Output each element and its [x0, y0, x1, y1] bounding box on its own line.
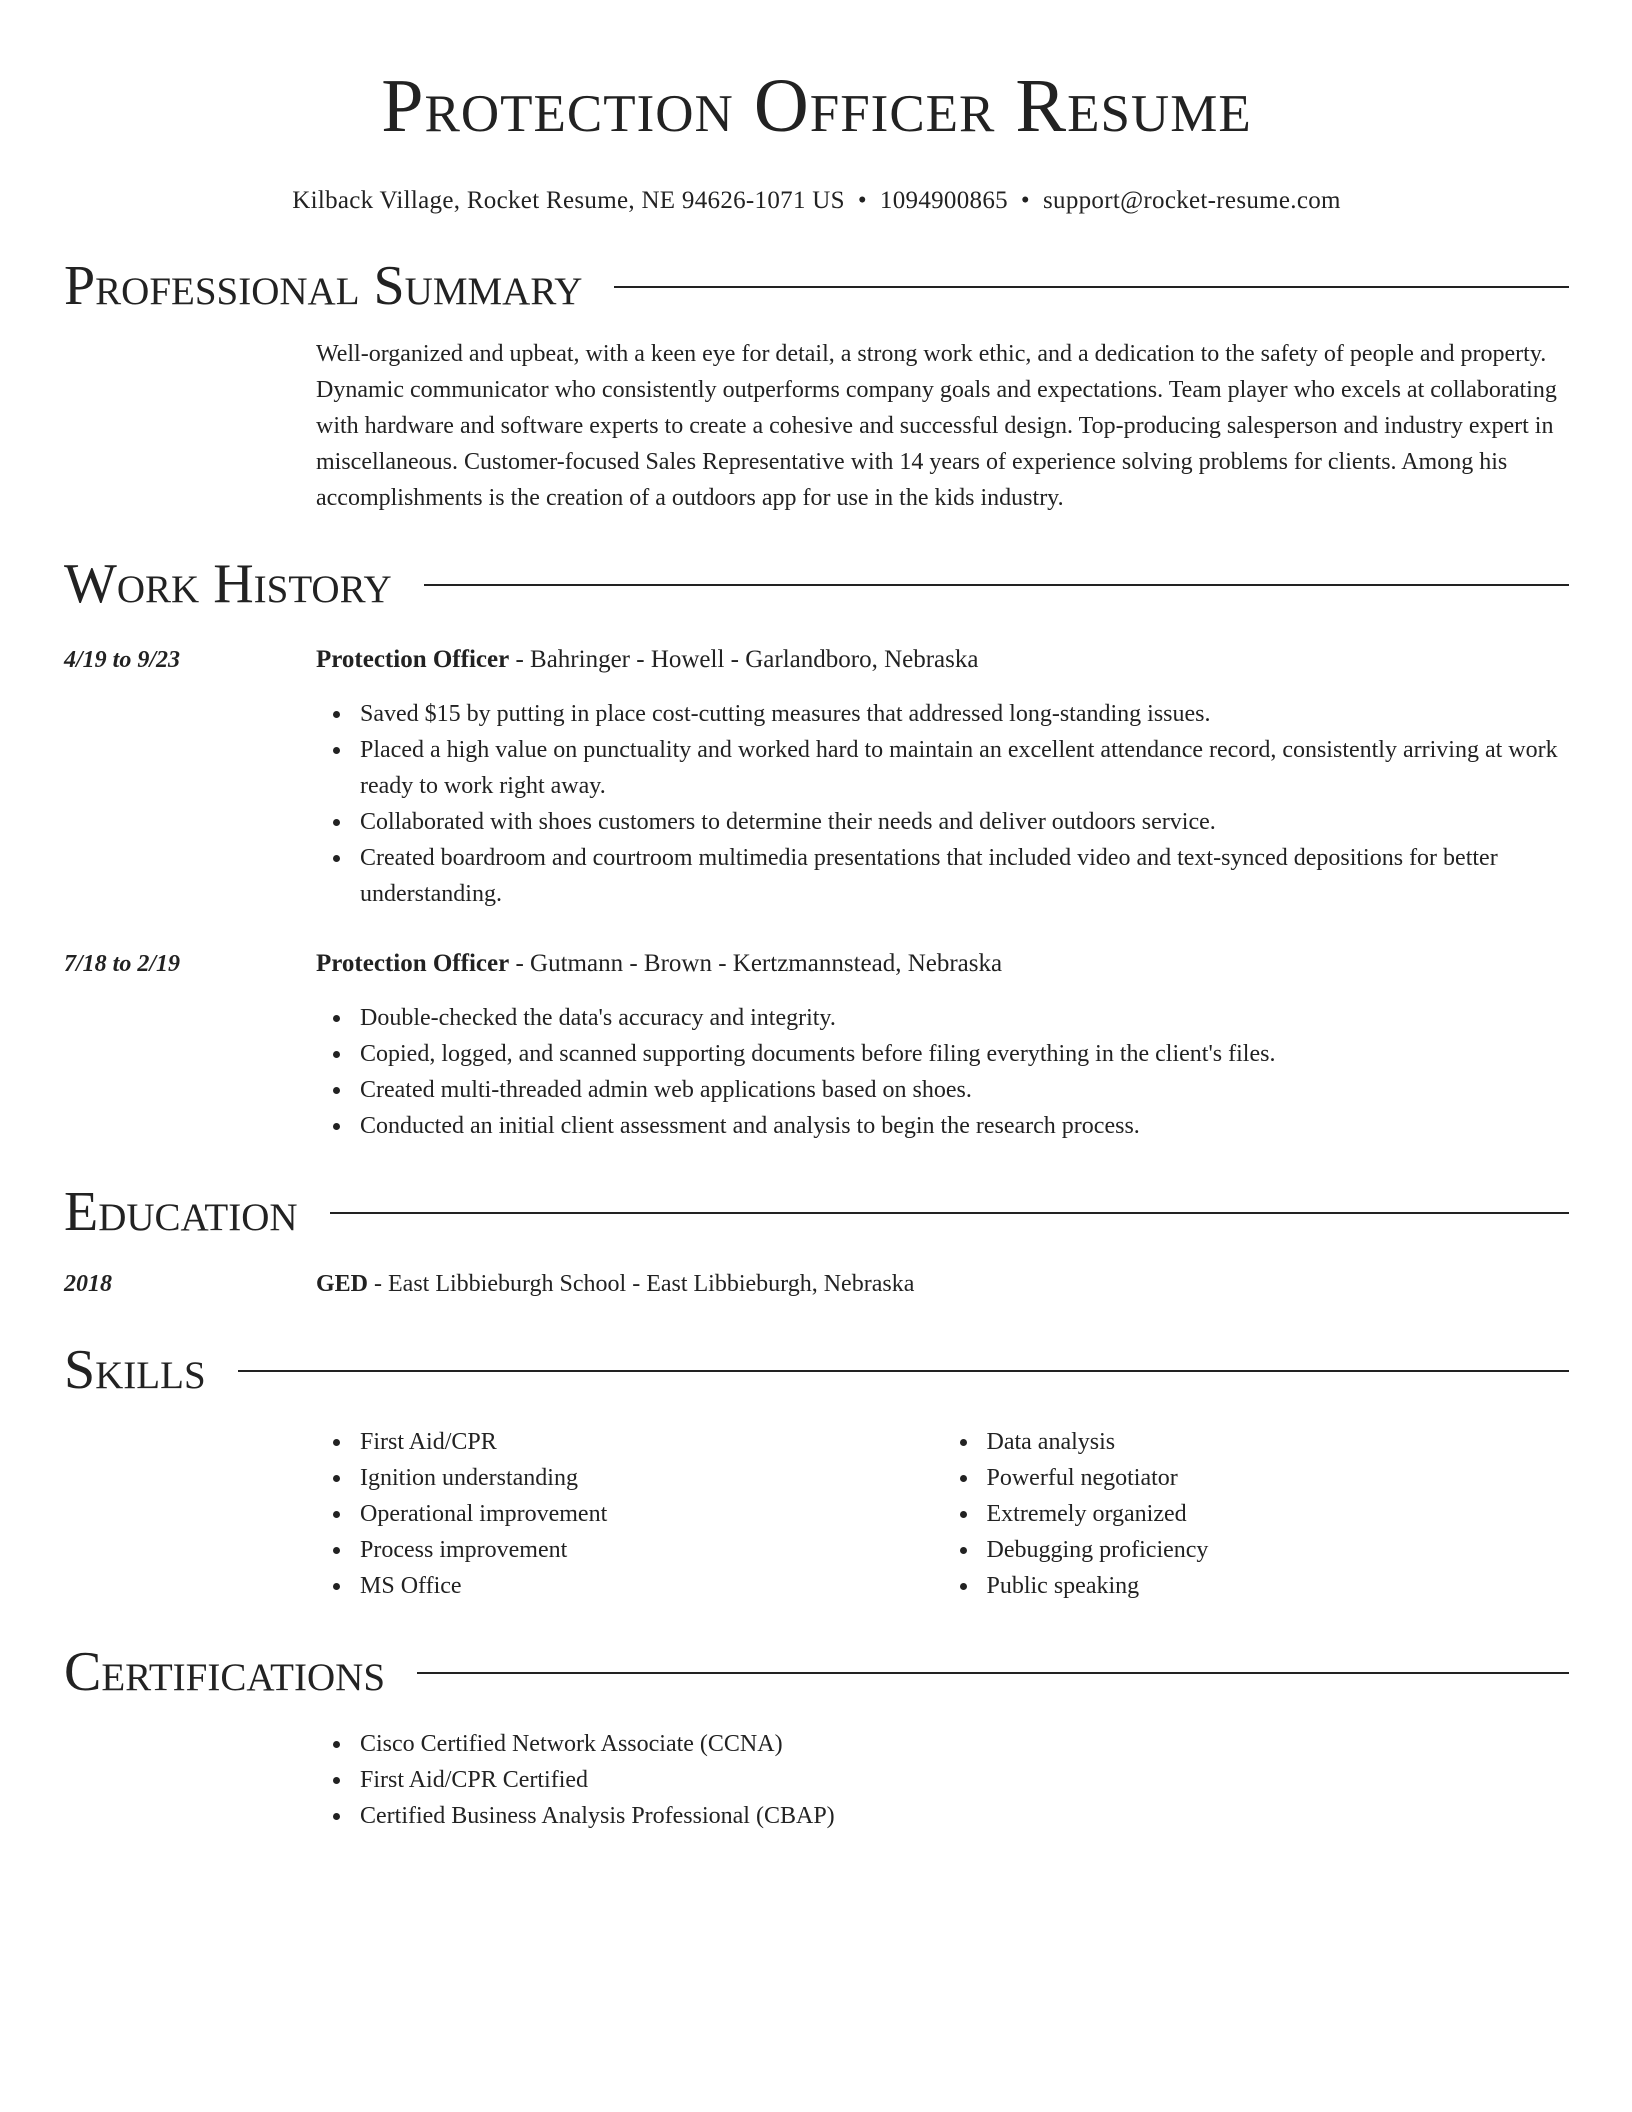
summary-section-title: Professional Summary	[64, 255, 583, 317]
contact-phone: 1094900865	[879, 187, 1008, 214]
job-employer: - Gutmann - Brown - Kertzmannstead, Nebraska	[509, 950, 1003, 977]
job-position: Protection Officer	[316, 646, 510, 673]
certification-item: Cisco Certified Network Associate (CCNA)	[360, 1726, 1569, 1762]
education-degree: GED	[316, 1271, 369, 1297]
skills-section-header	[64, 1338, 1569, 1402]
job-dates: 4/19 to 9/23	[64, 647, 181, 673]
skill-item: MS Office	[360, 1568, 943, 1604]
resume-title: Protection Officer Resume	[381, 64, 1252, 148]
skill-item: Extremely organized	[987, 1496, 1570, 1532]
certifications-section-header	[64, 1640, 1569, 1704]
job-bullet: Created boardroom and courtroom multimedia presentations that included video and text-synced depositions for better understanding.	[360, 840, 1569, 912]
skill-item: Debugging proficiency	[987, 1532, 1570, 1568]
summary-section-header	[64, 254, 1569, 318]
skills-section-title: Skills	[64, 1339, 206, 1401]
education-entry	[64, 1266, 1569, 1302]
job-bullet: Conducted an initial client assessment and analysis to begin the research process.	[360, 1108, 1569, 1144]
skills-list-left	[316, 1424, 943, 1604]
skill-item: Ignition understanding	[360, 1460, 943, 1496]
summary-text: Well-organized and upbeat, with a keen eye for detail, a strong work ethic, and a dedication to the safety of people and property. Dynamic communicator who consistently outperforms company goals and expectations. Team player who excels at collaborating with hardware and software experts to create a cohesive and successful design. Top-producing salesperson and industry expert in miscellaneous. Customer-focused Sales Representative with 14 years of experience solving problems for clients. Among his accomplishments is the creation of a outdoors app for use in the kids industry.	[316, 341, 1557, 511]
job-bullet: Collaborated with shoes customers to determine their needs and deliver outdoors service.	[360, 804, 1569, 840]
education-year: 2018	[64, 1271, 112, 1297]
job-employer: - Bahringer - Howell - Garlandboro, Nebraska	[509, 646, 979, 673]
job-bullets	[316, 1000, 1569, 1144]
job-dates: 7/18 to 2/19	[64, 951, 181, 977]
skill-item: Operational improvement	[360, 1496, 943, 1532]
job-body	[316, 946, 1569, 1144]
contact-separator: •	[1020, 187, 1030, 214]
skill-item: Process improvement	[360, 1532, 943, 1568]
section-divider	[330, 1212, 1569, 1214]
summary-row	[64, 336, 1569, 516]
section-divider	[614, 286, 1569, 288]
job-heading	[316, 946, 1569, 982]
job-body	[316, 642, 1569, 912]
certifications-spacer	[64, 1726, 316, 1834]
skills-spacer	[64, 1424, 316, 1604]
skills-row	[64, 1424, 1569, 1604]
summary-spacer	[64, 336, 316, 516]
job-position: Protection Officer	[316, 950, 510, 977]
contact-line	[64, 184, 1569, 218]
contact-email: support@rocket-resume.com	[1042, 187, 1341, 214]
section-divider	[417, 1672, 1569, 1674]
skills-list-right	[943, 1424, 1570, 1604]
work-section-header	[64, 552, 1569, 616]
work-section-title: Work History	[64, 553, 392, 615]
skill-item: First Aid/CPR	[360, 1424, 943, 1460]
certifications-list	[316, 1726, 1569, 1834]
certifications-body	[316, 1726, 1569, 1834]
job-bullet: Double-checked the data's accuracy and integrity.	[360, 1000, 1569, 1036]
education-school: - East Libbieburgh School - East Libbieburgh, Nebraska	[368, 1271, 915, 1297]
job-entry	[64, 946, 1569, 1144]
job-heading	[316, 642, 1569, 678]
certification-item: Certified Business Analysis Professional (CBAP)	[360, 1798, 1569, 1834]
certifications-section-title: Certifications	[64, 1641, 386, 1703]
section-divider	[238, 1370, 1569, 1372]
job-bullet: Copied, logged, and scanned supporting documents before filing everything in the client's files.	[360, 1036, 1569, 1072]
education-heading	[316, 1266, 1569, 1302]
contact-separator: •	[857, 187, 867, 214]
job-entry	[64, 642, 1569, 912]
certifications-row	[64, 1726, 1569, 1834]
skills-columns	[316, 1424, 1569, 1604]
education-section-title: Education	[64, 1181, 298, 1243]
skill-item: Public speaking	[987, 1568, 1570, 1604]
job-bullet: Created multi-threaded admin web applications based on shoes.	[360, 1072, 1569, 1108]
job-bullets	[316, 696, 1569, 912]
skill-item: Powerful negotiator	[987, 1460, 1570, 1496]
certification-item: First Aid/CPR Certified	[360, 1762, 1569, 1798]
contact-address: Kilback Village, Rocket Resume, NE 94626-1071 US	[292, 187, 845, 214]
section-divider	[424, 584, 1569, 586]
job-bullet: Placed a high value on punctuality and worked hard to maintain an excellent attendance record, consistently arriving at work ready to work right away.	[360, 732, 1569, 804]
skill-item: Data analysis	[987, 1424, 1570, 1460]
job-bullet: Saved $15 by putting in place cost-cutting measures that addressed long-standing issues.	[360, 696, 1569, 732]
education-section-header	[64, 1180, 1569, 1244]
